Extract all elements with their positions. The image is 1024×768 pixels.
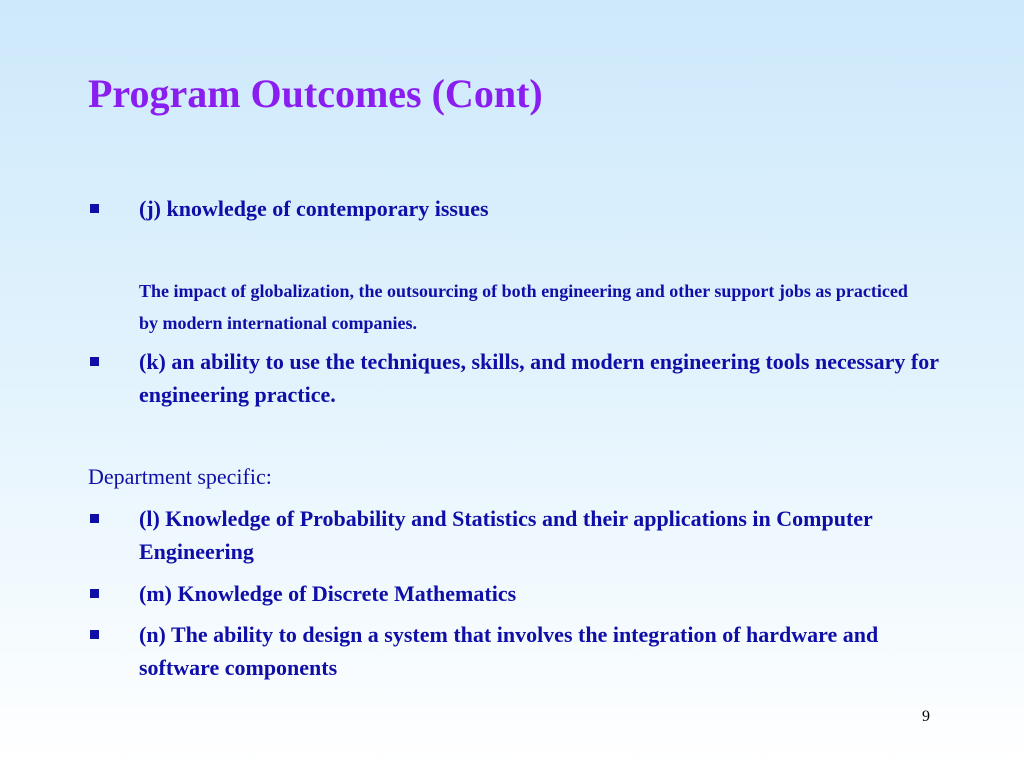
square-bullet-icon bbox=[90, 589, 99, 598]
square-bullet-icon bbox=[90, 514, 99, 523]
bullet-text: (j) knowledge of contemporary issues bbox=[139, 196, 489, 221]
bullet-sub-note: The impact of globalization, the outsourcing of both engineering and other support jobs as practiced by modern international companies. bbox=[139, 281, 908, 333]
slide-title: Program Outcomes (Cont) bbox=[88, 71, 543, 116]
bullet-text: (k) an ability to use the techniques, skills, and modern engineering tools necessary for engineering practice. bbox=[139, 349, 939, 407]
bullet-text: (n) The ability to design a system that involves the integration of hardware and software components bbox=[139, 622, 879, 680]
square-bullet-icon bbox=[90, 357, 99, 366]
square-bullet-icon bbox=[90, 204, 99, 213]
bullet-text: (m) Knowledge of Discrete Mathematics bbox=[139, 581, 517, 606]
section-label: Department specific: bbox=[88, 464, 272, 489]
page-number: 9 bbox=[922, 708, 930, 725]
square-bullet-icon bbox=[90, 630, 99, 639]
bullet-text: (l) Knowledge of Probability and Statistics and their applications in Computer Engineering bbox=[139, 506, 873, 564]
